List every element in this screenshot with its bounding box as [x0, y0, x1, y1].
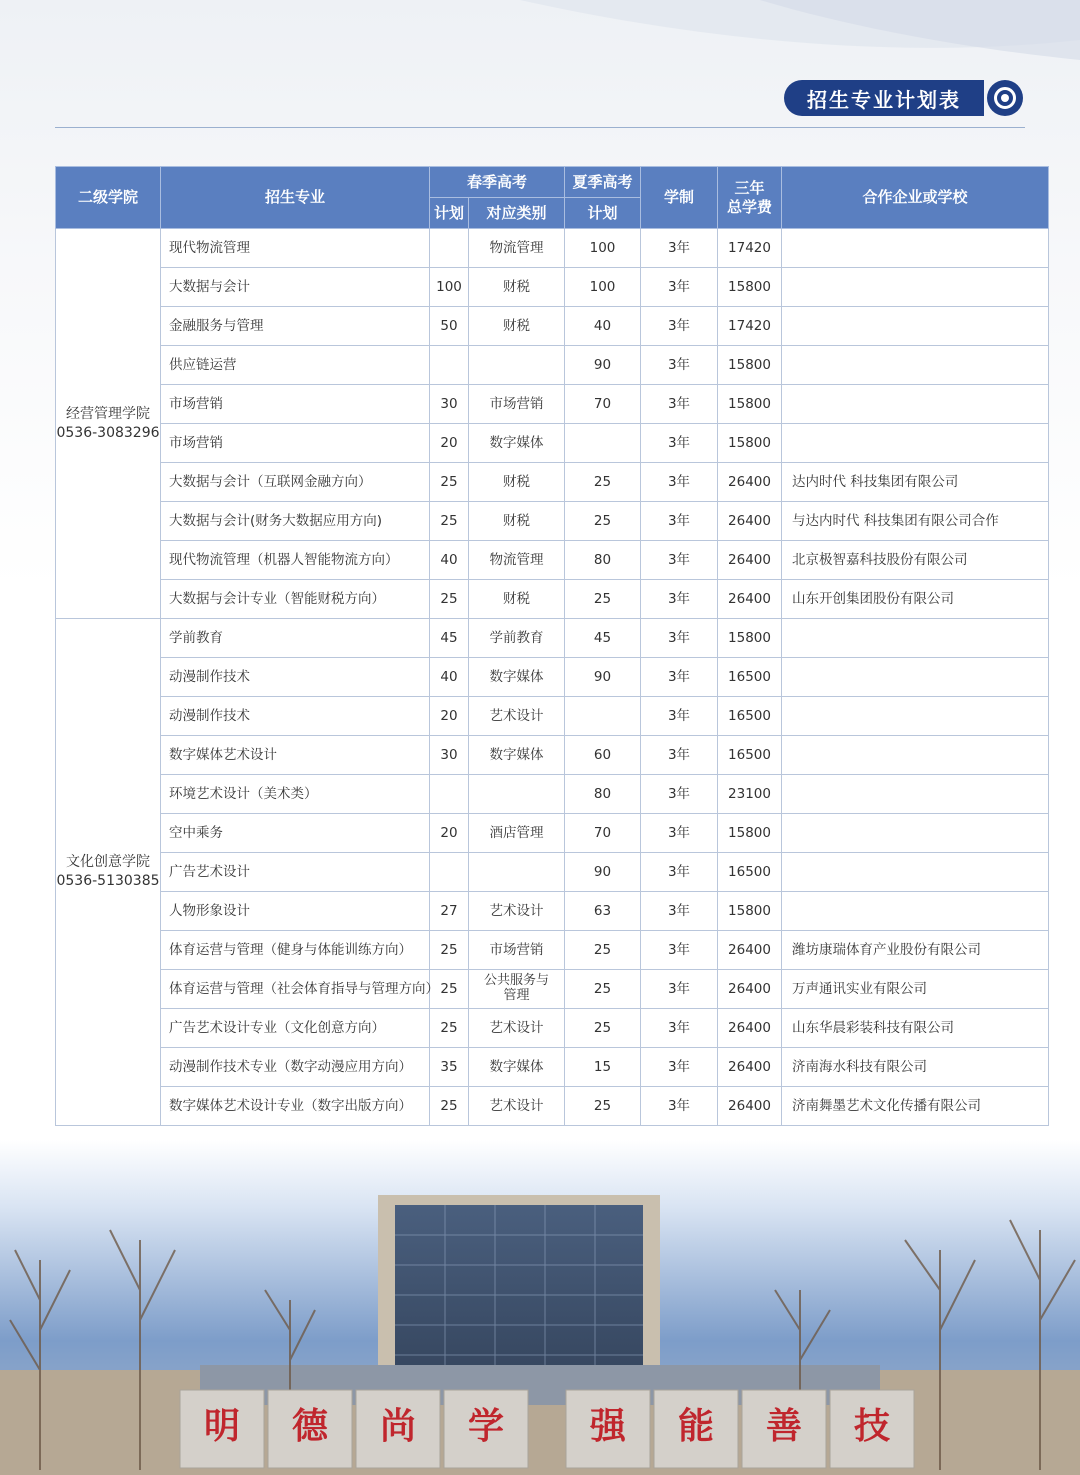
major-cell: 广告艺术设计: [161, 853, 430, 892]
spring-category-cell: [469, 775, 565, 814]
partner-cell: 山东华晨彩装科技有限公司: [782, 1009, 1049, 1048]
partner-cell: [782, 307, 1049, 346]
spring-category-cell: 数字媒体: [469, 658, 565, 697]
partner-cell: 与达内时代 科技集团有限公司合作: [782, 502, 1049, 541]
table-row: [56, 814, 1049, 853]
table-row: [56, 541, 1049, 580]
table-row: [56, 580, 1049, 619]
motto-stone: [180, 1390, 264, 1468]
table-row: [56, 346, 1049, 385]
years-cell: 3年: [641, 268, 718, 307]
years-cell: 3年: [641, 814, 718, 853]
major-cell: 广告艺术设计专业（文化创意方向）: [161, 1009, 430, 1048]
major-cell: 市场营销: [161, 385, 430, 424]
spring-category-cell: 学前教育: [469, 619, 565, 658]
partner-cell: 达内时代 科技集团有限公司: [782, 463, 1049, 502]
college-name: 文化创意学院: [66, 854, 150, 871]
fee-cell: 15800: [718, 346, 782, 385]
partner-cell: 山东开创集团股份有限公司: [782, 580, 1049, 619]
motto-stone: [444, 1390, 528, 1468]
table-row: [56, 775, 1049, 814]
spring-category-cell: 财税: [469, 307, 565, 346]
major-cell: 学前教育: [161, 619, 430, 658]
motto-stone: [830, 1390, 914, 1468]
enrollment-plan-table: [55, 166, 1049, 1126]
spring-plan-cell: 25: [430, 931, 469, 970]
partner-cell: [782, 658, 1049, 697]
motto-character: 德: [291, 1405, 329, 1447]
summer-plan-cell: 45: [565, 619, 641, 658]
header-years: 学制: [641, 167, 718, 229]
header-spring-exam: 春季高考: [430, 167, 565, 198]
motto-character: 善: [765, 1405, 803, 1447]
years-cell: 3年: [641, 346, 718, 385]
summer-plan-cell: 25: [565, 1009, 641, 1048]
college-phone: 0536-5130385: [56, 873, 160, 889]
summer-plan-cell: 25: [565, 931, 641, 970]
fee-cell: 26400: [718, 502, 782, 541]
years-cell: 3年: [641, 502, 718, 541]
title-divider: [55, 127, 1025, 128]
header-summer-exam: 夏季高考: [565, 167, 641, 198]
summer-plan-cell: 25: [565, 463, 641, 502]
major-cell: 供应链运营: [161, 346, 430, 385]
spring-plan-cell: 25: [430, 463, 469, 502]
partner-cell: 北京极智嘉科技股份有限公司: [782, 541, 1049, 580]
summer-plan-cell: 25: [565, 502, 641, 541]
years-cell: 3年: [641, 853, 718, 892]
header-partner: 合作企业或学校: [782, 167, 1049, 229]
years-cell: 3年: [641, 775, 718, 814]
motto-character: 明: [203, 1405, 241, 1447]
header-major: 招生专业: [161, 167, 430, 229]
years-cell: 3年: [641, 424, 718, 463]
years-cell: 3年: [641, 1048, 718, 1087]
table-row: [56, 1087, 1049, 1126]
page-title: 招生专业计划表: [784, 80, 984, 116]
years-cell: 3年: [641, 970, 718, 1009]
spring-category-cell: 艺术设计: [469, 892, 565, 931]
summer-plan-cell: 60: [565, 736, 641, 775]
spring-category-cell: 公共服务与管理: [469, 970, 565, 1009]
spring-plan-cell: 25: [430, 970, 469, 1009]
table-row: [56, 853, 1049, 892]
fee-cell: 16500: [718, 697, 782, 736]
motto-stone: [268, 1390, 352, 1468]
fee-cell: 26400: [718, 541, 782, 580]
header-spring-category: 对应类别: [469, 198, 565, 229]
fee-cell: 17420: [718, 229, 782, 268]
years-cell: 3年: [641, 307, 718, 346]
fee-cell: 26400: [718, 1048, 782, 1087]
major-cell: 现代物流管理（机器人智能物流方向）: [161, 541, 430, 580]
summer-plan-cell: 15: [565, 1048, 641, 1087]
motto-character: 强: [589, 1405, 627, 1447]
header-college: 二级学院: [56, 167, 161, 229]
fee-cell: 15800: [718, 385, 782, 424]
table-row: [56, 1009, 1049, 1048]
summer-plan-cell: [565, 697, 641, 736]
spring-category-cell: 艺术设计: [469, 1009, 565, 1048]
spring-category-cell: [469, 346, 565, 385]
fee-cell: 16500: [718, 658, 782, 697]
years-cell: 3年: [641, 892, 718, 931]
spring-category-cell: 艺术设计: [469, 697, 565, 736]
spring-plan-cell: 45: [430, 619, 469, 658]
summer-plan-cell: 90: [565, 658, 641, 697]
summer-plan-cell: 25: [565, 970, 641, 1009]
table-row: [56, 463, 1049, 502]
college-cell: [56, 619, 161, 1126]
summer-plan-cell: 63: [565, 892, 641, 931]
spring-plan-cell: 35: [430, 1048, 469, 1087]
college-phone: 0536-3083296: [56, 424, 160, 441]
motto-stone: [654, 1390, 738, 1468]
spring-plan-cell: 25: [430, 1009, 469, 1048]
header-fee: 三年 总学费: [718, 167, 782, 229]
years-cell: 3年: [641, 229, 718, 268]
partner-cell: 济南舞墨艺术文化传播有限公司: [782, 1087, 1049, 1126]
spring-category-cell: 物流管理: [469, 541, 565, 580]
major-cell: 大数据与会计: [161, 268, 430, 307]
fee-cell: 16500: [718, 853, 782, 892]
spring-plan-cell: 40: [430, 541, 469, 580]
major-cell: 动漫制作技术: [161, 658, 430, 697]
table-row: [56, 229, 1049, 268]
years-cell: 3年: [641, 541, 718, 580]
fee-cell: 26400: [718, 580, 782, 619]
table-row: [56, 268, 1049, 307]
spring-category-cell: 财税: [469, 463, 565, 502]
major-cell: 体育运营与管理（社会体育指导与管理方向）: [161, 970, 430, 1009]
spring-category-cell: 物流管理: [469, 229, 565, 268]
spring-plan-cell: 20: [430, 697, 469, 736]
summer-plan-cell: 70: [565, 814, 641, 853]
motto-character: 学: [467, 1405, 505, 1447]
summer-plan-cell: 40: [565, 307, 641, 346]
spring-category-cell: 数字媒体: [469, 424, 565, 463]
college-name: 经营管理学院: [66, 405, 150, 422]
spring-plan-cell: 30: [430, 736, 469, 775]
campus-photo: [0, 1140, 1080, 1475]
motto-stone: [566, 1390, 650, 1468]
partner-cell: 济南海水科技有限公司: [782, 1048, 1049, 1087]
spring-category-cell: [469, 853, 565, 892]
summer-plan-cell: [565, 424, 641, 463]
partner-cell: [782, 346, 1049, 385]
spring-category-cell: 市场营销: [469, 385, 565, 424]
fee-cell: 26400: [718, 970, 782, 1009]
partner-cell: [782, 385, 1049, 424]
table-row: [56, 892, 1049, 931]
partner-cell: [782, 229, 1049, 268]
fee-cell: 26400: [718, 1087, 782, 1126]
partner-cell: [782, 697, 1049, 736]
partner-cell: [782, 892, 1049, 931]
major-cell: 动漫制作技术专业（数字动漫应用方向）: [161, 1048, 430, 1087]
major-cell: 大数据与会计专业（智能财税方向）: [161, 580, 430, 619]
major-cell: 现代物流管理: [161, 229, 430, 268]
table-row: [56, 619, 1049, 658]
table-row: [56, 424, 1049, 463]
college-cell: [56, 229, 161, 619]
table-row: [56, 736, 1049, 775]
table-row: [56, 307, 1049, 346]
table-body: [56, 229, 1049, 1126]
spring-plan-cell: 30: [430, 385, 469, 424]
spring-category-cell: 市场营销: [469, 931, 565, 970]
table-row: [56, 1048, 1049, 1087]
table-row: [56, 697, 1049, 736]
spring-category-cell: 数字媒体: [469, 1048, 565, 1087]
major-cell: 金融服务与管理: [161, 307, 430, 346]
fee-cell: 26400: [718, 1009, 782, 1048]
table-row: [56, 385, 1049, 424]
fee-cell: 15800: [718, 892, 782, 931]
years-cell: 3年: [641, 697, 718, 736]
years-cell: 3年: [641, 463, 718, 502]
spring-plan-cell: 50: [430, 307, 469, 346]
spring-category-cell: 数字媒体: [469, 736, 565, 775]
spring-plan-cell: [430, 346, 469, 385]
years-cell: 3年: [641, 385, 718, 424]
years-cell: 3年: [641, 580, 718, 619]
summer-plan-cell: 100: [565, 268, 641, 307]
summer-plan-cell: 80: [565, 775, 641, 814]
spring-plan-cell: 40: [430, 658, 469, 697]
partner-cell: 万声通讯实业有限公司: [782, 970, 1049, 1009]
partner-cell: [782, 424, 1049, 463]
partner-cell: [782, 736, 1049, 775]
major-cell: 市场营销: [161, 424, 430, 463]
spring-plan-cell: 25: [430, 1087, 469, 1126]
partner-cell: 潍坊康瑞体育产业股份有限公司: [782, 931, 1049, 970]
major-cell: 大数据与会计（互联网金融方向）: [161, 463, 430, 502]
campus-illustration: [0, 1140, 1080, 1475]
target-icon: [987, 80, 1023, 116]
major-cell: 人物形象设计: [161, 892, 430, 931]
table-row: [56, 931, 1049, 970]
years-cell: 3年: [641, 1087, 718, 1126]
spring-category-cell: 财税: [469, 502, 565, 541]
years-cell: 3年: [641, 931, 718, 970]
partner-cell: [782, 619, 1049, 658]
spring-plan-cell: 25: [430, 580, 469, 619]
years-cell: 3年: [641, 736, 718, 775]
motto-character: 能: [677, 1405, 715, 1447]
motto-stone: [356, 1390, 440, 1468]
major-cell: 环境艺术设计（美术类）: [161, 775, 430, 814]
motto-character: 技: [853, 1405, 891, 1447]
spring-plan-cell: 25: [430, 502, 469, 541]
major-cell: 空中乘务: [161, 814, 430, 853]
summer-plan-cell: 70: [565, 385, 641, 424]
partner-cell: [782, 853, 1049, 892]
partner-cell: [782, 814, 1049, 853]
table-row: [56, 658, 1049, 697]
major-cell: 数字媒体艺术设计: [161, 736, 430, 775]
spring-plan-cell: [430, 229, 469, 268]
partner-cell: [782, 775, 1049, 814]
summer-plan-cell: 90: [565, 346, 641, 385]
partner-cell: [782, 268, 1049, 307]
years-cell: 3年: [641, 1009, 718, 1048]
fee-cell: 26400: [718, 463, 782, 502]
spring-plan-cell: 27: [430, 892, 469, 931]
fee-cell: 17420: [718, 307, 782, 346]
years-cell: 3年: [641, 619, 718, 658]
spring-plan-cell: 20: [430, 424, 469, 463]
fee-cell: 23100: [718, 775, 782, 814]
header-spring-plan: 计划: [430, 198, 469, 229]
table-header-row: [56, 167, 1049, 198]
major-cell: 数字媒体艺术设计专业（数字出版方向）: [161, 1087, 430, 1126]
spring-plan-cell: [430, 853, 469, 892]
years-cell: 3年: [641, 658, 718, 697]
spring-plan-cell: [430, 775, 469, 814]
spring-category-cell: 财税: [469, 580, 565, 619]
summer-plan-cell: 100: [565, 229, 641, 268]
fee-cell: 16500: [718, 736, 782, 775]
major-cell: 大数据与会计(财务大数据应用方向): [161, 502, 430, 541]
summer-plan-cell: 90: [565, 853, 641, 892]
summer-plan-cell: 25: [565, 580, 641, 619]
summer-plan-cell: 25: [565, 1087, 641, 1126]
major-cell: 动漫制作技术: [161, 697, 430, 736]
spring-category-cell: 酒店管理: [469, 814, 565, 853]
spring-category-cell: 艺术设计: [469, 1087, 565, 1126]
table-row: [56, 502, 1049, 541]
major-cell: 体育运营与管理（健身与体能训练方向）: [161, 931, 430, 970]
summer-plan-cell: 80: [565, 541, 641, 580]
header-summer-plan: 计划: [565, 198, 641, 229]
fee-cell: 15800: [718, 268, 782, 307]
motto-stone: [742, 1390, 826, 1468]
fee-cell: 15800: [718, 619, 782, 658]
motto-character: 尚: [379, 1405, 417, 1447]
spring-plan-cell: 100: [430, 268, 469, 307]
fee-cell: 15800: [718, 424, 782, 463]
fee-cell: 15800: [718, 814, 782, 853]
table-row: [56, 970, 1049, 1009]
spring-plan-cell: 20: [430, 814, 469, 853]
fee-cell: 26400: [718, 931, 782, 970]
spring-category-cell: 财税: [469, 268, 565, 307]
